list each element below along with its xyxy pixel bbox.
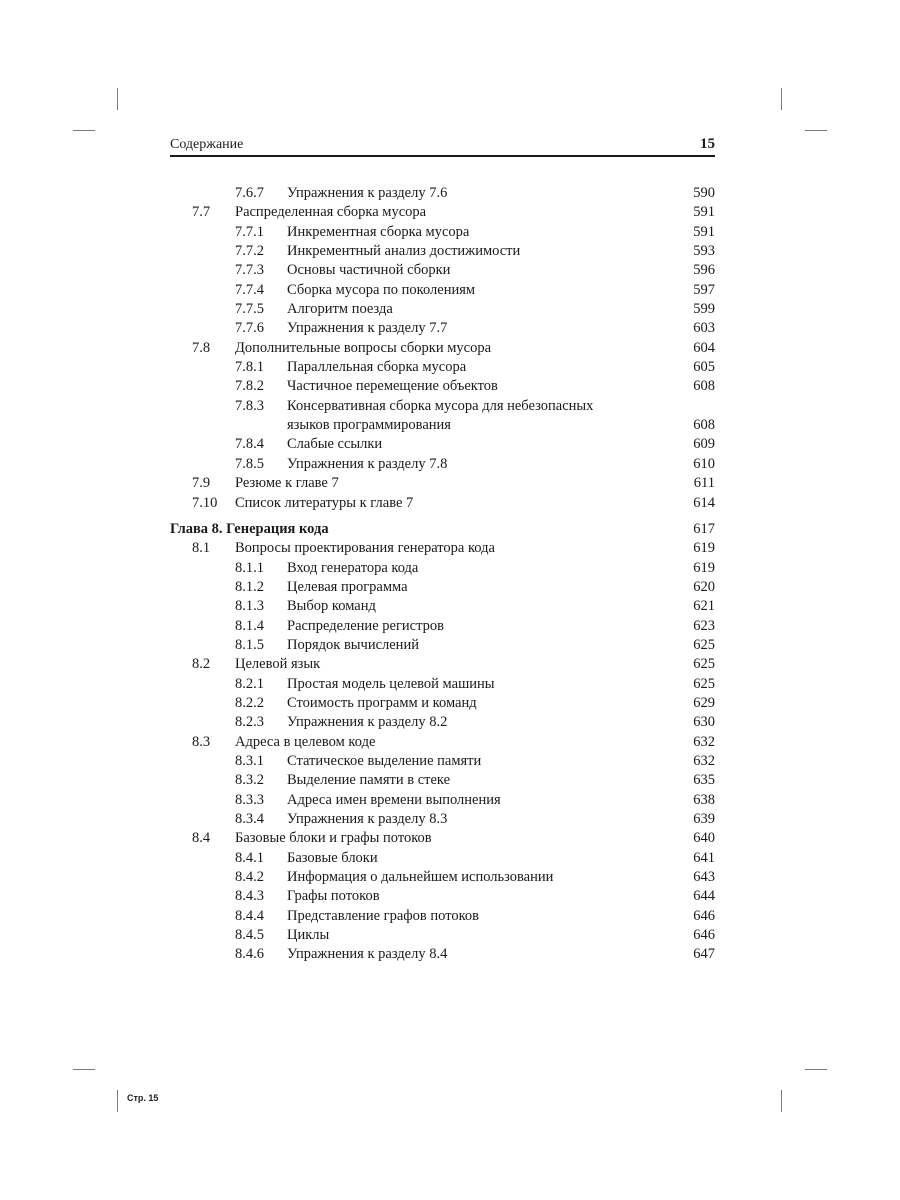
toc-entry-page: 591 xyxy=(693,204,715,221)
toc-entry-page: 632 xyxy=(693,752,715,769)
toc-entry-number: 7.7.1 xyxy=(235,223,264,240)
toc-entry-page: 597 xyxy=(693,281,715,298)
header-title: Содержание xyxy=(170,137,244,152)
toc-entry-title: Упражнения к разделу 8.4 xyxy=(287,946,448,963)
toc-entry xyxy=(170,559,715,578)
toc-entry xyxy=(170,597,715,616)
toc-entry-number: 7.8.5 xyxy=(235,455,264,472)
toc-entry-title: Упражнения к разделу 7.6 xyxy=(287,185,448,201)
toc-entry-number: 8.1.5 xyxy=(235,636,264,653)
table-of-contents xyxy=(170,184,715,965)
toc-entry xyxy=(170,358,715,377)
toc-entry-title: Упражнения к разделу 7.8 xyxy=(287,455,448,472)
toc-entry-title: Статическое выделение памяти xyxy=(287,752,482,769)
toc-entry-page: 641 xyxy=(693,849,715,866)
toc-entry-page: 608 xyxy=(693,417,715,434)
toc-entry-page: 590 xyxy=(693,185,715,201)
toc-entry-page: 625 xyxy=(693,675,715,692)
toc-entry-title: Основы частичной сборки xyxy=(287,262,451,279)
toc-entry xyxy=(170,694,715,713)
toc-entry-number: 7.7.5 xyxy=(235,301,264,318)
toc-entry-title: Вход генератора кода xyxy=(287,559,419,576)
toc-entry-number: 8.3.2 xyxy=(235,772,264,789)
toc-entry-number: 8.1.2 xyxy=(235,578,264,595)
toc-entry-page: 623 xyxy=(693,617,715,634)
toc-entry-number: 7.8.4 xyxy=(235,436,264,453)
toc-entry-title: Упражнения к разделу 7.7 xyxy=(287,320,448,337)
toc-entry-page: 614 xyxy=(693,494,715,511)
toc-entry-number: 7.7.3 xyxy=(235,262,264,279)
toc-entry xyxy=(170,416,715,435)
toc-entry-number: 7.7.4 xyxy=(235,281,264,298)
toc-entry-title: Резюме к главе 7 xyxy=(235,475,339,492)
toc-entry-page: 609 xyxy=(693,436,715,453)
toc-entry-title: Базовые блоки и графы потоков xyxy=(235,830,432,847)
toc-entry-page: 643 xyxy=(693,869,715,886)
toc-entry xyxy=(170,655,715,674)
toc-entry-number: 8.3.4 xyxy=(235,811,264,827)
toc-entry-title: Информация о дальнейшем использовании xyxy=(287,869,554,886)
toc-entry-page: 604 xyxy=(693,339,715,356)
toc-entry xyxy=(170,733,715,752)
toc-entry-number: 7.7.2 xyxy=(235,243,264,260)
toc-entry-number: 8.4.5 xyxy=(235,927,264,944)
toc-entry-number: 8.4.1 xyxy=(235,849,264,866)
toc-entry-number: 8.4.3 xyxy=(235,888,264,905)
toc-entry-page: 639 xyxy=(693,811,715,827)
toc-entry xyxy=(170,849,715,868)
toc-entry xyxy=(170,907,715,926)
toc-entry-title: Распределенная сборка мусора xyxy=(235,204,427,221)
toc-entry xyxy=(170,945,715,964)
toc-entry-title: Адреса в целевом коде xyxy=(235,733,376,750)
toc-entry-number: 8.1 xyxy=(192,540,211,557)
toc-entry-title: Список литературы к главе 7 xyxy=(235,494,414,511)
toc-entry xyxy=(170,474,715,493)
toc-entry-number: 8.4.2 xyxy=(235,869,264,886)
toc-entry xyxy=(170,435,715,454)
toc-entry xyxy=(170,377,715,396)
toc-entry xyxy=(170,300,715,319)
toc-entry-page: 605 xyxy=(693,359,715,376)
toc-entry-number: 8.2.3 xyxy=(235,714,264,731)
toc-entry-page: 621 xyxy=(693,598,715,615)
toc-entry-title: Консервативная сборка мусора для небезопасных xyxy=(287,397,594,414)
toc-entry-number: 8.4 xyxy=(192,830,211,847)
toc-entry xyxy=(170,887,715,906)
toc-entry xyxy=(170,397,715,416)
toc-entry-number: 7.10 xyxy=(192,494,218,511)
toc-entry-page: 635 xyxy=(693,772,715,789)
toc-entry-number: 7.8 xyxy=(192,339,211,356)
toc-entry-title: Целевой язык xyxy=(235,656,321,673)
toc-entry-number: 7.7 xyxy=(192,204,211,221)
toc-entry-page: 647 xyxy=(693,946,715,963)
toc-entry xyxy=(170,752,715,771)
toc-entry xyxy=(170,455,715,474)
crop-mark xyxy=(781,88,782,110)
toc-entry xyxy=(170,810,715,829)
toc-entry-number: 8.2.2 xyxy=(235,694,264,711)
toc-entry-number: 7.6.7 xyxy=(235,185,264,201)
toc-entry-title: Представление графов потоков xyxy=(287,907,480,924)
toc-entry-page: 611 xyxy=(693,475,715,492)
toc-entry xyxy=(170,281,715,300)
toc-entry-number: 8.4.6 xyxy=(235,946,264,963)
toc-entry xyxy=(170,203,715,222)
toc-entry-page: 630 xyxy=(693,714,715,731)
crop-mark xyxy=(117,1090,118,1112)
toc-entry-page: 599 xyxy=(693,301,715,318)
toc-entry xyxy=(170,829,715,848)
toc-entry xyxy=(170,636,715,655)
toc-entry-number: 8.3.1 xyxy=(235,752,264,769)
toc-entry-page: 617 xyxy=(693,520,715,537)
toc-entry-page: 646 xyxy=(693,927,715,944)
toc-entry xyxy=(170,791,715,810)
toc-entry-page: 638 xyxy=(693,791,715,808)
toc-entry xyxy=(170,319,715,338)
toc-entry-title: Адреса имен времени выполнения xyxy=(287,791,501,808)
toc-entry-title: Циклы xyxy=(287,927,330,944)
toc-entry-title: Сборка мусора по поколениям xyxy=(287,281,476,298)
toc-entry xyxy=(170,223,715,242)
toc-entry xyxy=(170,184,715,203)
toc-entry xyxy=(170,868,715,887)
toc-entry-page: 608 xyxy=(693,378,715,395)
toc-entry-number: 8.2 xyxy=(192,656,211,673)
toc-entry-page: 593 xyxy=(693,243,715,260)
toc-entry-title: Распределение регистров xyxy=(287,617,444,634)
toc-entry-title: Графы потоков xyxy=(287,888,380,905)
toc-entry-title: Слабые ссылки xyxy=(287,436,383,453)
toc-entry-page: 640 xyxy=(693,830,715,847)
toc-entry xyxy=(170,617,715,636)
crop-mark xyxy=(805,130,827,131)
footer-page-label: Стр. 15 xyxy=(127,1093,159,1103)
toc-entry xyxy=(170,242,715,261)
toc-entry-number: 8.4.4 xyxy=(235,907,264,924)
toc-entry-page: 620 xyxy=(693,578,715,595)
toc-entry-title: Стоимость программ и команд xyxy=(287,694,477,711)
toc-entry-title: Упражнения к разделу 8.3 xyxy=(287,811,448,827)
toc-entry xyxy=(170,539,715,558)
toc-entry-number: 8.1.1 xyxy=(235,559,264,576)
toc-entry-title: Выбор команд xyxy=(287,598,376,615)
toc-entry-title: языков программирования xyxy=(287,417,451,434)
crop-mark xyxy=(73,130,95,131)
toc-entry-title: Выделение памяти в стеке xyxy=(287,772,451,789)
toc-entry-page: 591 xyxy=(693,223,715,240)
header-page-number: 15 xyxy=(700,136,715,152)
toc-entry-number: 8.1.3 xyxy=(235,598,264,615)
toc-entry-number: 8.3.3 xyxy=(235,791,264,808)
toc-entry-page: 610 xyxy=(693,455,715,472)
toc-entry-number: 8.1.4 xyxy=(235,617,264,634)
crop-mark xyxy=(117,88,118,110)
toc-entry-page: 625 xyxy=(693,656,715,673)
toc-entry-number: 8.3 xyxy=(192,733,211,750)
toc-entry-number: 7.7.6 xyxy=(235,320,264,337)
toc-entry-title: Инкрементный анализ достижимости xyxy=(287,243,521,260)
toc-entry-title: Целевая программа xyxy=(287,578,408,595)
toc-entry-page: 596 xyxy=(693,262,715,279)
toc-entry-number: 8.2.1 xyxy=(235,675,264,692)
toc-entry xyxy=(170,578,715,597)
toc-entry xyxy=(170,771,715,790)
toc-entry xyxy=(170,261,715,280)
toc-entry xyxy=(170,713,715,732)
header-rule xyxy=(170,155,715,157)
toc-entry-page: 629 xyxy=(693,694,715,711)
toc-entry-title: Упражнения к разделу 8.2 xyxy=(287,714,448,731)
toc-entry-title: Вопросы проектирования генератора кода xyxy=(235,540,495,557)
toc-entry-title: Инкрементная сборка мусора xyxy=(287,223,470,240)
toc-entry-page: 619 xyxy=(693,559,715,576)
toc-entry xyxy=(170,520,715,539)
toc-entry-number: 7.9 xyxy=(192,475,211,492)
toc-entry-title: Порядок вычислений xyxy=(287,636,419,653)
running-header xyxy=(170,135,715,155)
toc-entry-title: Параллельная сборка мусора xyxy=(287,359,467,376)
crop-mark xyxy=(73,1069,95,1070)
toc-entry-page: 644 xyxy=(693,888,715,905)
toc-entry-title: Алгоритм поезда xyxy=(287,301,393,318)
toc-entry-title: Дополнительные вопросы сборки мусора xyxy=(235,339,492,356)
toc-entry-page: 646 xyxy=(693,907,715,924)
toc-entry-title: Простая модель целевой машины xyxy=(287,675,495,692)
toc-entry-title: Частичное перемещение объектов xyxy=(287,378,498,395)
toc-entry-title: Базовые блоки xyxy=(287,849,378,866)
toc-entry-page: 603 xyxy=(693,320,715,337)
toc-entry xyxy=(170,494,715,513)
toc-entry-title: Глава 8. Генерация кода xyxy=(170,520,329,537)
toc-entry-page: 619 xyxy=(693,540,715,557)
toc-entry-page: 632 xyxy=(693,733,715,750)
toc-entry xyxy=(170,339,715,358)
toc-entry xyxy=(170,926,715,945)
crop-mark xyxy=(805,1069,827,1070)
toc-entry-number: 7.8.2 xyxy=(235,378,264,395)
crop-mark xyxy=(781,1090,782,1112)
toc-entry-page: 625 xyxy=(693,636,715,653)
toc-entry xyxy=(170,675,715,694)
toc-entry-number: 7.8.1 xyxy=(235,359,264,376)
toc-entry-number: 7.8.3 xyxy=(235,397,264,414)
